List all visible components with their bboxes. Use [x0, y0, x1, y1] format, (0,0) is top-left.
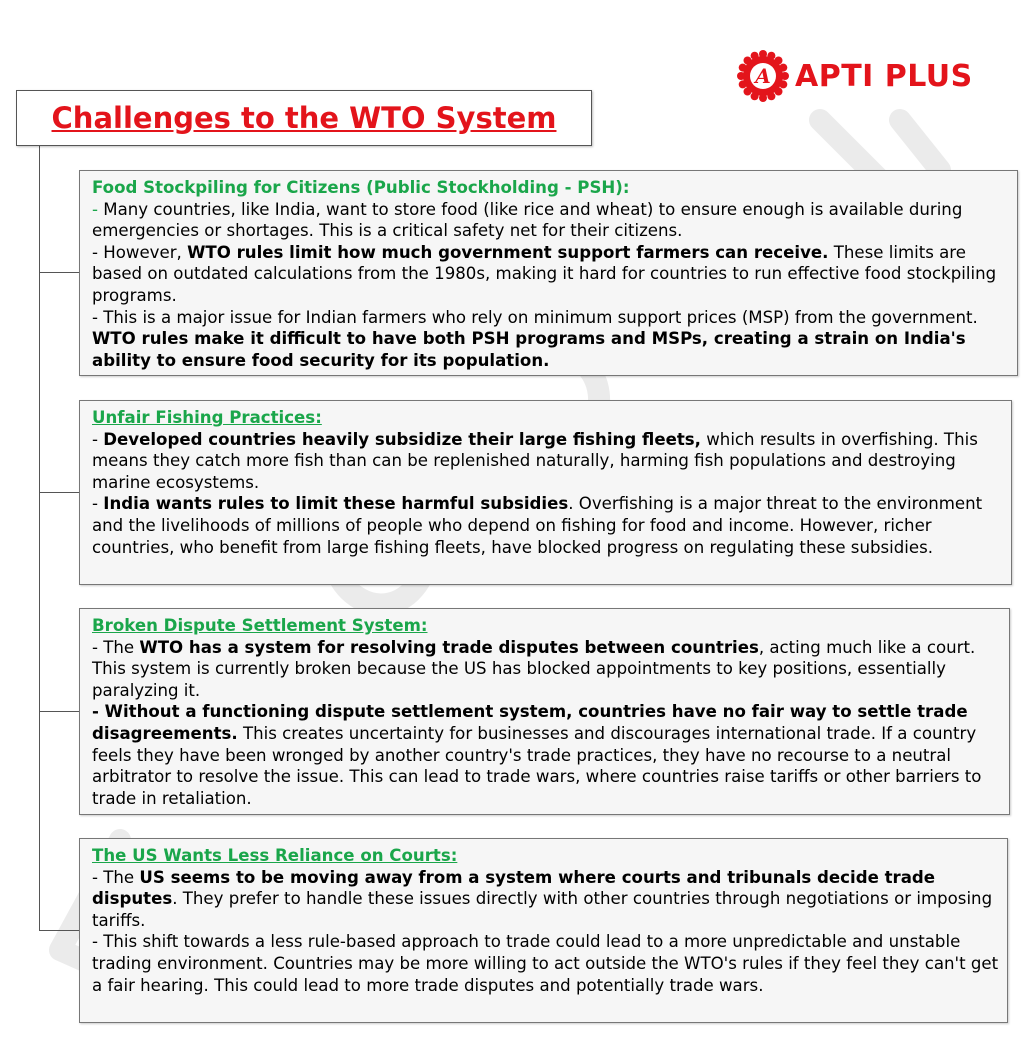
tree-trunk-line: [39, 146, 40, 930]
us-courts-paragraph-1: - The US seems to be moving away from a system where courts and tribunals decide trade disputes. They prefer to handle these issues directly with other countries through negotiations or imposing tariffs.: [92, 867, 993, 930]
tree-branch-2: [39, 492, 79, 493]
tree-branch-3: [39, 711, 79, 712]
title-box: [16, 90, 592, 146]
logo-text: APTI PLUS: [795, 58, 973, 94]
section-box-dispute: [79, 608, 1010, 815]
logo-badge-letter: A: [755, 64, 771, 88]
psh-paragraph-2: - However, WTO rules limit how much government support farmers can receive. These limits are based on outdated calculations from the 1980s, making it hard for countries to run effective food stockpiling programs.: [92, 242, 997, 305]
section-heading-us-courts: The US Wants Less Reliance on Courts:: [92, 846, 458, 865]
psh-paragraph-3: - This is a major issue for Indian farmers who rely on minimum support prices (MSP) from the government. WTO rules make it difficult to have both PSH programs and MSPs, creating a strain on India's ability to ensure food security for its population.: [92, 307, 978, 370]
tree-branch-4: [39, 930, 79, 931]
page-title: Challenges to the WTO System: [51, 101, 557, 135]
section-box-psh: [79, 170, 1018, 376]
apti-plus-logo: [737, 50, 973, 102]
psh-paragraph-1: - Many countries, like India, want to store food (like rice and wheat) to ensure enough is available during emergencies or shortages. This is a critical safety net for their citizens.: [92, 199, 963, 241]
section-heading-psh: Food Stockpiling for Citizens (Public Stockholding - PSH):: [92, 178, 630, 197]
dispute-paragraph-1: - The WTO has a system for resolving trade disputes between countries, acting much like a court. This system is currently broken because the US has blocked appointments to key positions, essentially paralyzing it.: [92, 637, 976, 700]
dispute-paragraph-2: - Without a functioning dispute settlement system, countries have no fair way to settle trade disagreements. This creates uncertainty for businesses and discourages international trade. If a country feels they have been wronged by another country's trade practices, they have no recourse to a neutral arbitrator to resolve the issue. This can lead to trade wars, where countries raise tariffs or other barriers to trade in retaliation.: [92, 702, 982, 808]
section-box-us-courts: [79, 838, 1008, 1023]
fishing-paragraph-2: - India wants rules to limit these harmful subsidies. Overfishing is a major threat to the environment and the livelihoods of millions of people who depend on fishing for food and income. However, richer countries, who benefit from large fishing fleets, have blocked progress on regulating these subsidies.: [92, 494, 983, 557]
section-heading-dispute: Broken Dispute Settlement System:: [92, 616, 428, 635]
logo-badge-icon: [737, 50, 789, 102]
us-courts-paragraph-2: - This shift towards a less rule-based approach to trade could lead to a more unpredictable and unstable trading environment. Countries may be more willing to act outside the WTO's rules if they feel they can't get a fair hearing. This could lead to more trade disputes and potentially trade wars.: [92, 932, 999, 995]
tree-branch-1: [39, 272, 79, 273]
section-heading-fishing: Unfair Fishing Practices:: [92, 408, 322, 427]
fishing-paragraph-1: - Developed countries heavily subsidize their large fishing fleets, which results in overfishing. This means they catch more fish than can be replenished naturally, harming fish populations and destroying marine ecosystems.: [92, 429, 978, 492]
section-box-fishing: [79, 400, 1012, 585]
